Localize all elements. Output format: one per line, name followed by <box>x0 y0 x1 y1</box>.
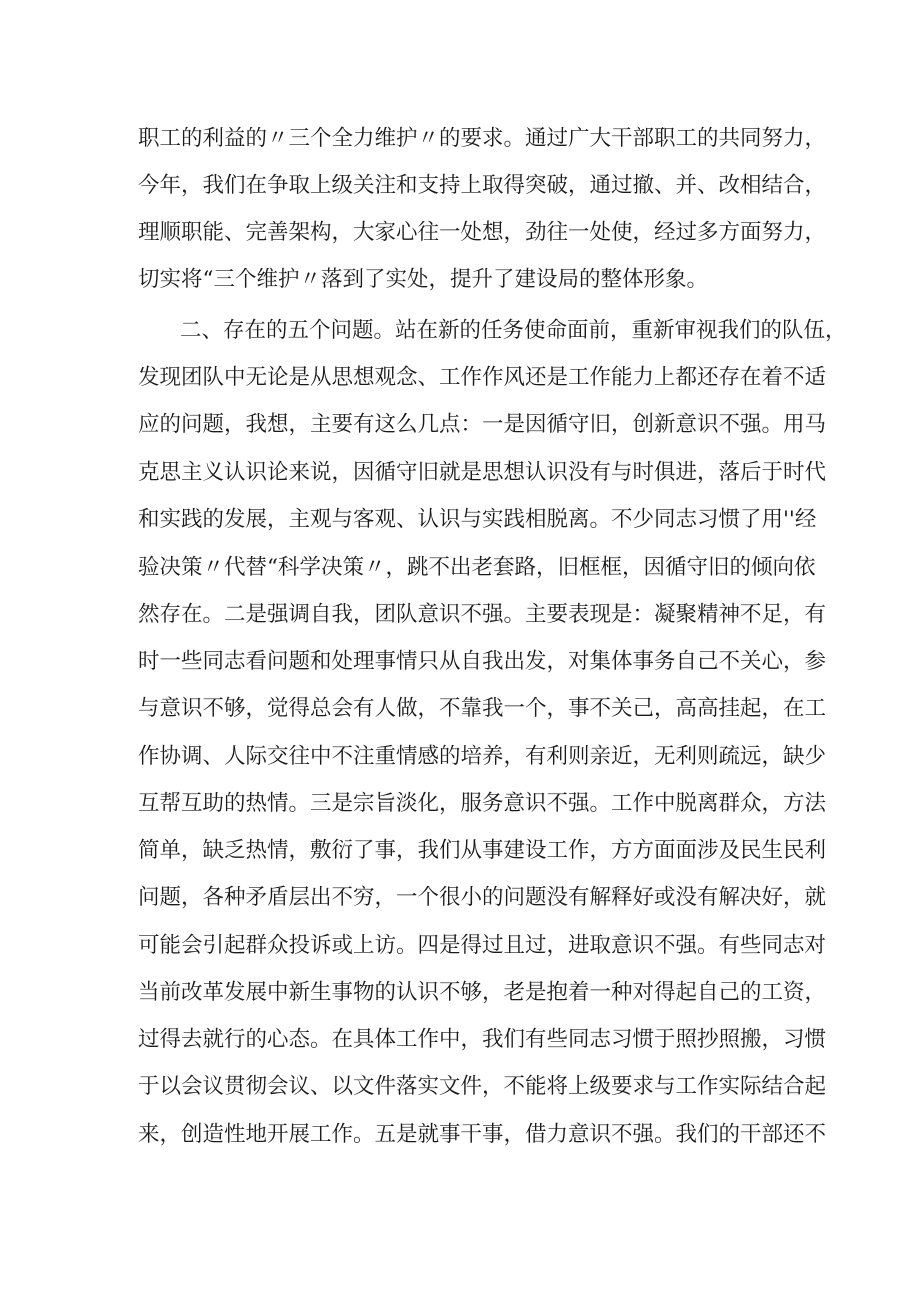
text-line-7: 应的问题，我想，主要有这么几点：一是因循守旧，创新意识不强。用马 <box>138 412 827 437</box>
text-line-6: 发现团队中无论是从思想观念、工作作风还是工作能力上都还存在着不适 <box>138 365 827 390</box>
text-line-12: 时一些同志看问题和处理事情只从自我出发，对集体事务自己不关心，参 <box>138 649 827 674</box>
text-line-20: 过得去就行的心态。在具体工作中，我们有些同志习惯于照抄照搬，习惯 <box>138 1027 827 1052</box>
text-line-16: 简单，缺乏热情，敷衍了事，我们从事建设工作，方方面面涉及民生民利 <box>138 838 827 863</box>
text-line-14: 作协调、人际交往中不注重情感的培养，有利则亲近，无利则疏远，缺少 <box>138 744 827 769</box>
text-line-22: 来，创造性地开展工作。五是就事干事，借力意识不强。我们的干部还不 <box>138 1122 827 1147</box>
text-line-17: 问题，各种矛盾层出不穷，一个很小的问题没有解释好或没有解决好，就 <box>138 885 827 910</box>
text-line-10: 验决策〃代替“科学决策〃，跳不出老套路，旧框框，因循守旧的倾向依 <box>138 555 816 580</box>
text-line-2: 今年，我们在争取上级关注和支持上取得突破，通过撤、并、改相结合， <box>138 173 827 198</box>
text-line-21: 于以会议贯彻会议、以文件落实文件，不能将上级要求与工作实际结合起 <box>138 1074 827 1099</box>
text-line-4: 切实将“三个维护〃落到了实处，提升了建设局的整体形象。 <box>138 267 708 292</box>
text-line-13: 与意识不够，觉得总会有人做，不靠我一个，事不关己，高高挂起，在工 <box>138 696 827 721</box>
text-line-8: 克思主义认识论来说，因循守旧就是思想认识没有与时俱进，落后于时代 <box>138 460 827 485</box>
section-heading-line: 二、存在的五个问题。站在新的任务使命面前，重新审视我们的队伍， <box>180 318 847 343</box>
text-line-3: 理顺职能、完善架构，大家心往一处想，劲往一处使，经过多方面努力， <box>138 220 827 245</box>
text-line-9: 和实践的发展，主观与客观、认识与实践相脱离。不少同志习惯了用''经 <box>138 507 817 532</box>
text-line-11: 然存在。二是强调自我，团队意识不强。主要表现是：凝聚精神不足，有 <box>138 602 827 627</box>
text-line-18: 可能会引起群众投诉或上访。四是得过且过，进取意识不强。有些同志对 <box>138 933 827 958</box>
text-line-15: 互帮互助的热情。三是宗旨淡化，服务意识不强。工作中脱离群众，方法 <box>138 791 827 816</box>
text-line-1: 职工的利益的〃三个全力维护〃的要求。通过广大干部职工的共同努力， <box>138 126 827 151</box>
text-line-19: 当前改革发展中新生事物的认识不够，老是抱着一种对得起自己的工资， <box>138 980 827 1005</box>
